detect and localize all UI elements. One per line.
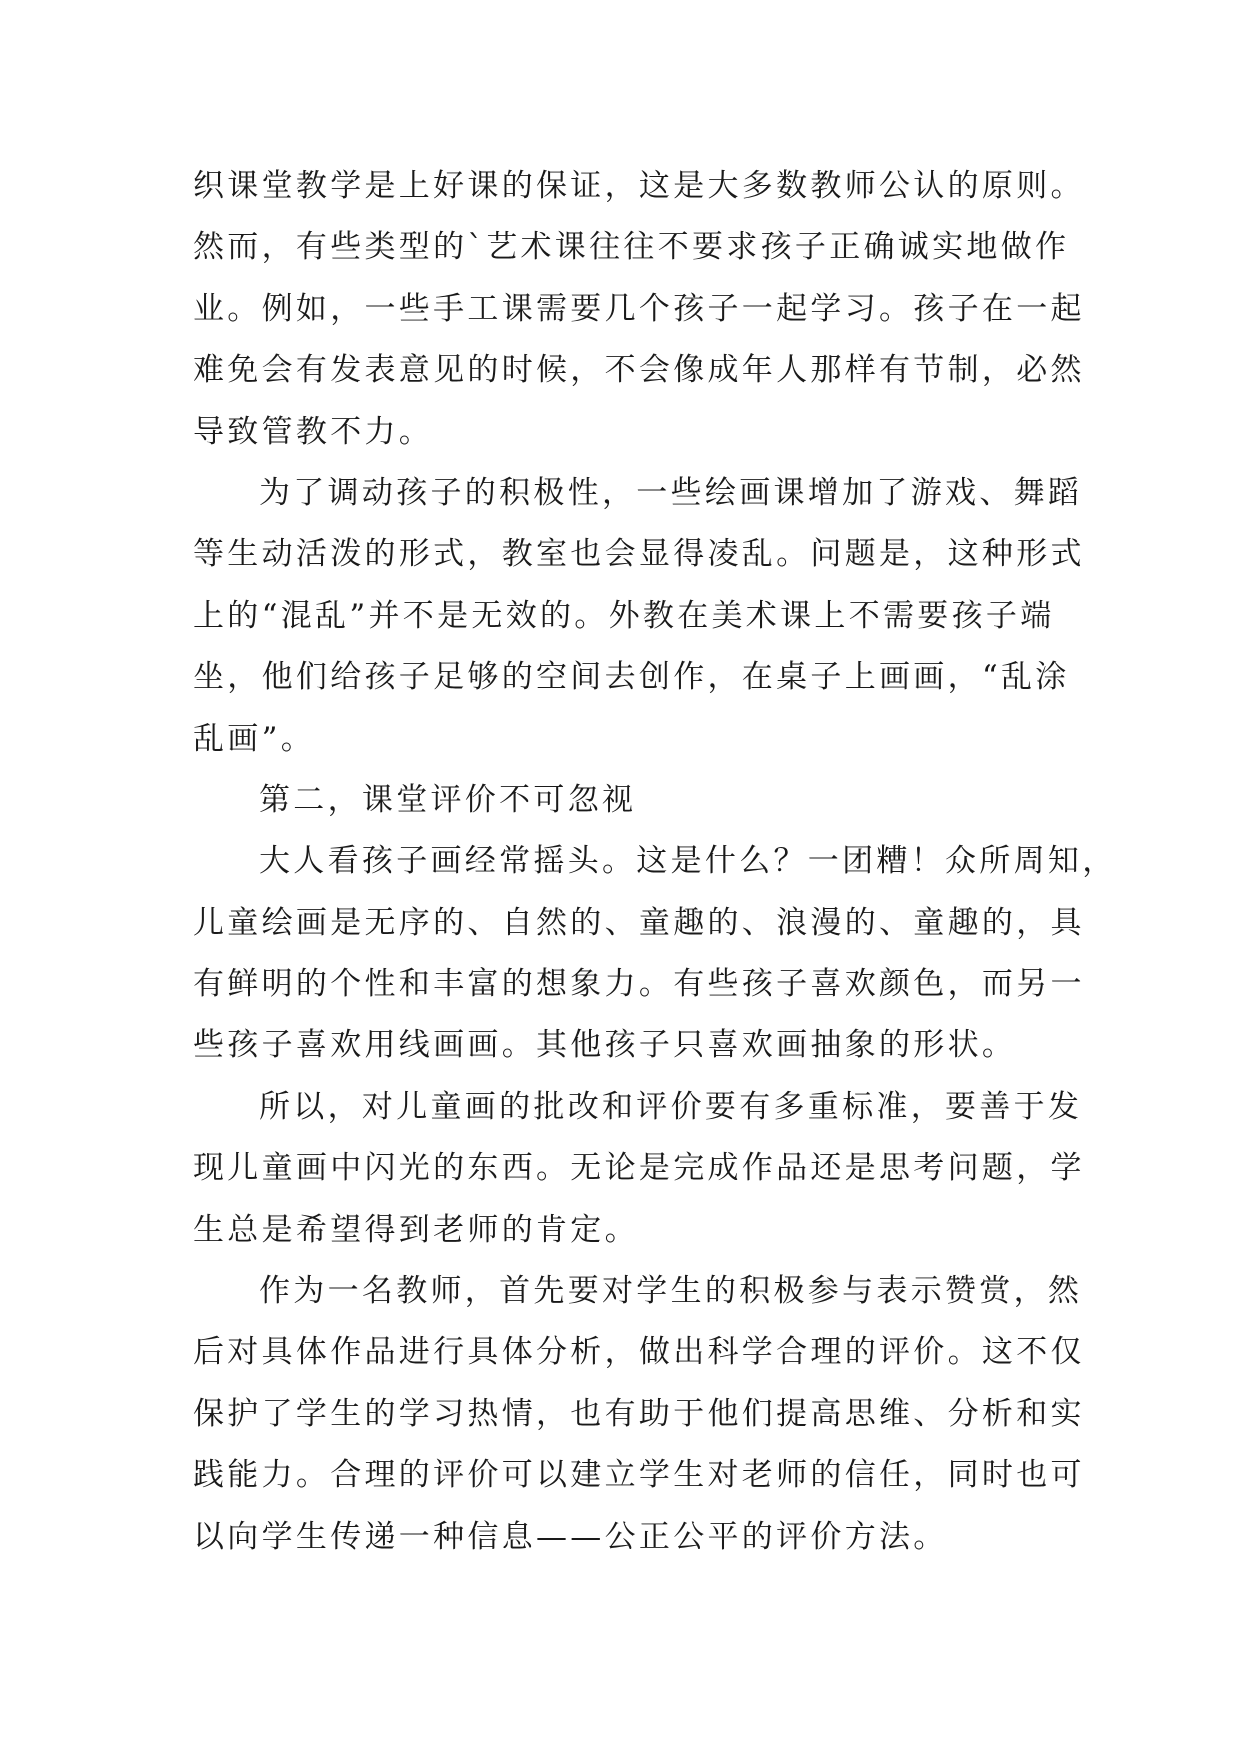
text-line-paragraph-start: 作为一名教师，首先要对学生的积极参与表示赞赏，然 — [259, 1273, 1083, 1310]
text-line: 导致管教不力。 — [193, 413, 434, 450]
text-line: 有鲜明的个性和丰富的想象力。有些孩子喜欢颜色，而另一 — [193, 966, 1085, 1003]
text-line: 然而，有些类型的`艺术课往往不要求孩子正确诚实地做作 — [193, 229, 1070, 266]
text-line: 儿童绘画是无序的、自然的、童趣的、浪漫的、童趣的，具 — [193, 904, 1085, 941]
text-line: 业。例如，一些手工课需要几个孩子一起学习。孩子在一起 — [193, 290, 1085, 327]
section-heading: 第二，课堂评价不可忽视 — [259, 781, 637, 818]
text-line: 生总是希望得到老师的肯定。 — [193, 1211, 639, 1248]
text-line: 织课堂教学是上好课的保证，这是大多数教师公认的原则。 — [193, 168, 1085, 204]
text-line: 难免会有发表意见的时候，不会像成年人那样有节制，必然 — [193, 352, 1085, 389]
text-line: 保护了学生的学习热情，也有助于他们提高思维、分析和实 — [193, 1395, 1085, 1432]
text-line: 上的“混乱”并不是无效的。外教在美术课上不需要孩子端 — [193, 597, 1055, 634]
text-line: 现儿童画中闪光的东西。无论是完成作品还是思考问题，学 — [193, 1150, 1085, 1187]
text-line: 等生动活泼的形式，教室也会显得凌乱。问题是，这种形式 — [193, 536, 1085, 573]
text-line-paragraph-start: 为了调动孩子的积极性，一些绘画课增加了游戏、舞蹈 — [259, 474, 1083, 511]
text-line: 些孩子喜欢用线画画。其他孩子只喜欢画抽象的形状。 — [193, 1027, 1017, 1064]
text-line: 以向学生传递一种信息——公正公平的评价方法。 — [193, 1518, 948, 1555]
text-line: 后对具体作品进行具体分析，做出科学合理的评价。这不仅 — [193, 1334, 1085, 1371]
text-line-paragraph-start: 所以，对儿童画的批改和评价要有多重标准，要善于发 — [259, 1088, 1083, 1125]
body-text — [193, 156, 1117, 1568]
text-line-paragraph-start: 大人看孩子画经常摇头。这是什么？一团糟！众所周知， — [259, 843, 1117, 880]
text-line: 乱画”。 — [193, 720, 316, 757]
text-line: 践能力。合理的评价可以建立学生对老师的信任，同时也可 — [193, 1457, 1085, 1494]
text-line: 坐，他们给孩子足够的空间去创作，在桌子上画画，“乱涂 — [193, 659, 1070, 696]
